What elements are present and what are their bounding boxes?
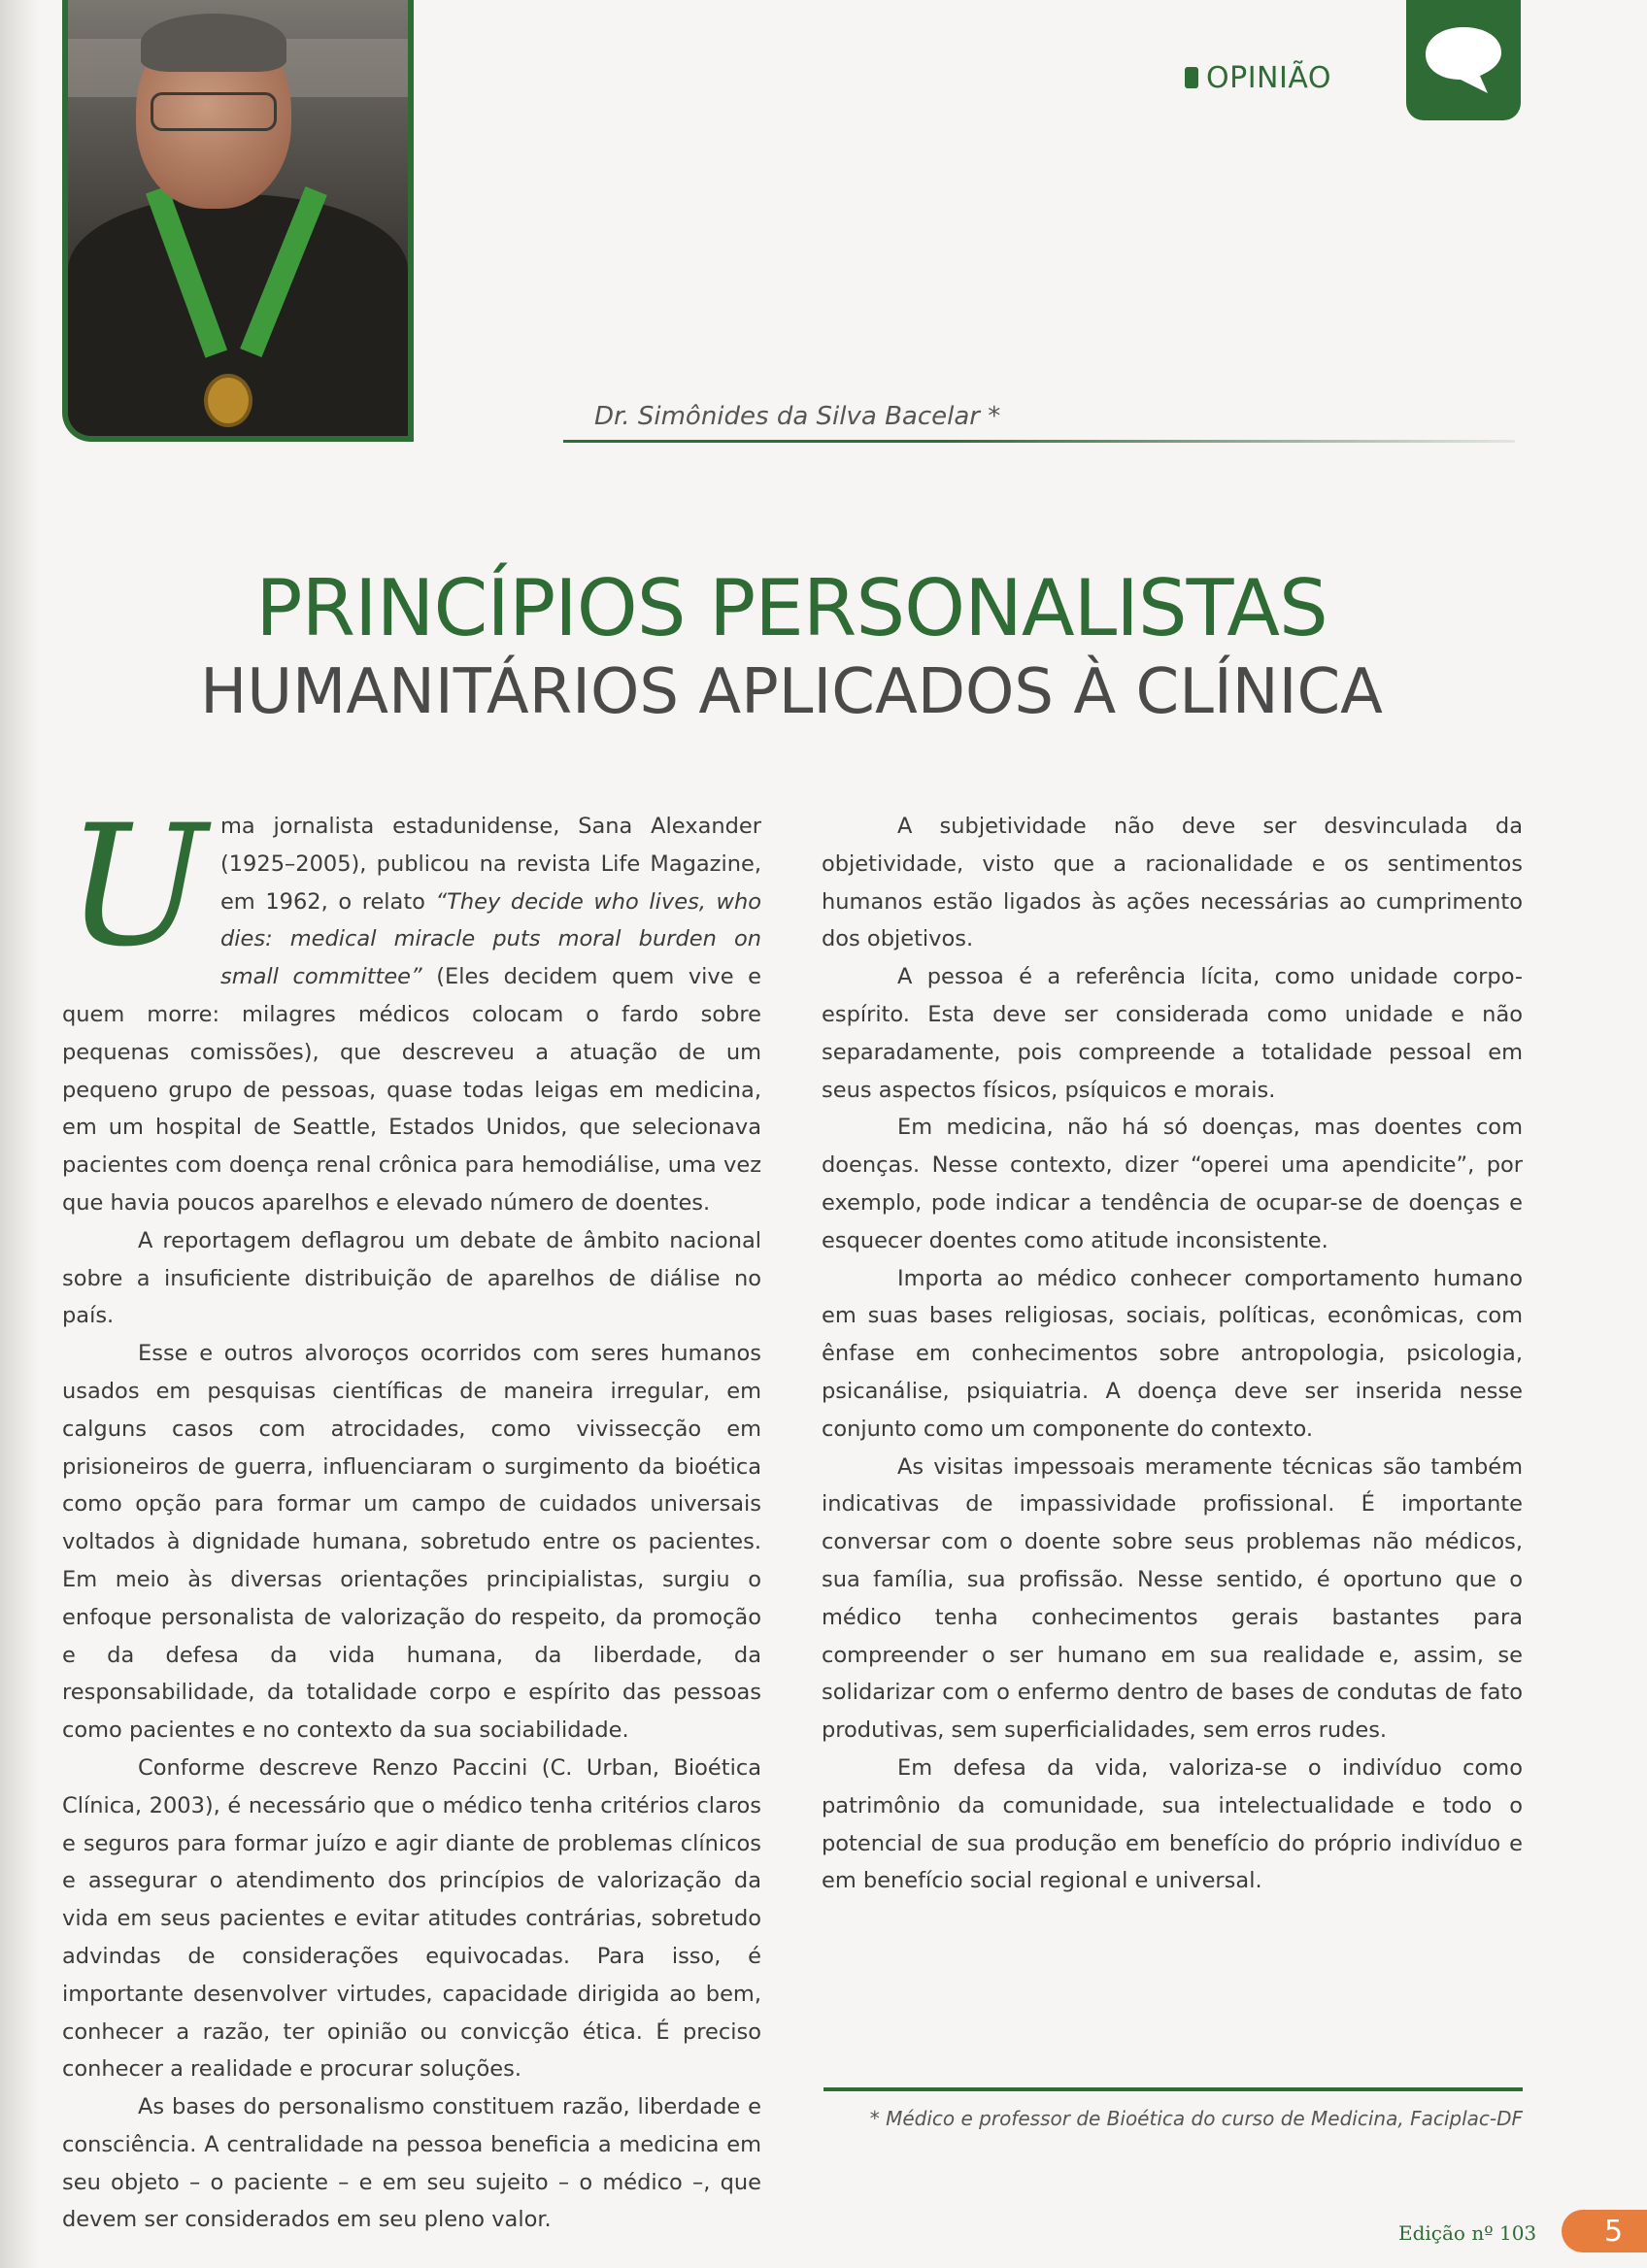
paragraph-text: (Eles decidem quem vive e quem morre: milagres médicos colocam o fardo sobre pequenas comissões), que descreveu a atuação de um pequeno grupo de pessoas, quase todas leigas em medicina, em um hospital de Seattle, Estados Unidos, que selecionava pacientes com doença renal crônica para hemodiálise, uma vez que havia poucos aparelhos e elevado número de doentes.: [62, 964, 762, 1216]
paragraph: Esse e outros alvoroços ocorridos com seres humanos usados em pesquisas científicas de maneira irregular, em calguns casos com atrocidades, como vivissecção em prisioneiros de guerra, influenciaram o surgimento da bioética como opção para formar um campo de cuidados universais voltados à dignidade humana, sobretudo entre os pacientes. Em meio às diversas orientações principialistas, surgiu o enfoque personalista de valorização do respeito, da promoção e da defesa da vida humana, da liberdade, da responsabilidade, da totalidade corpo e espírito das pessoas como pacientes e no contexto da sua sociabilidade.: [62, 1341, 761, 1744]
paragraph: A reportagem deflagrou um debate de âmbito nacional sobre a insuficiente distribuição de aparelhos de diálise no país.: [62, 1227, 761, 1329]
author-byline: Dr. Simônides da Silva Bacelar *: [594, 402, 1001, 431]
article-subtitle: HUMANITÁRIOS APLICADOS À CLÍNICA: [200, 656, 1383, 728]
article-title: PRINCÍPIOS PERSONALISTAS: [255, 563, 1328, 653]
right-column: [822, 808, 1523, 1900]
paragraph: Conforme descreve Renzo Paccini (C. Urban, Bioética Clínica, 2003), é necessário que o médico tenha critérios claros e seguros para formar juízo e agir diante de problemas clínicos e assegurar o atendimento dos princípios de valorização da vida em seus pacientes e evitar atitudes contrárias, sobretudo advindas de considerações equivocadas. Para isso, é importante desenvolver virtudes, capacidade dirigida ao bem, conhecer a razão, ter opinião ou convicção ética. É preciso conhecer a realidade e procurar soluções.: [62, 1754, 761, 2083]
paragraph: A pessoa é a referência lícita, como unidade corpo-espírito. Esta deve ser considerada como unidade e não separadamente, pois compreende a totalidade pessoal em seus aspectos físicos, psíquicos e morais.: [822, 964, 1523, 1103]
paragraph: Em medicina, não há só doenças, mas doentes com doenças. Nesse contexto, dizer “operei uma apendicite”, por exemplo, pode indicar a tendência de ocupar-se de doenças e esquecer doentes como atitude inconsistente.: [822, 1115, 1523, 1253]
paragraph: Em defesa da vida, valoriza-se o indivíduo como patrimônio da comunidade, sua intelectualidade e todo o potencial de sua produção em benefício do próprio indivíduo e em benefício social regional e universal.: [822, 1754, 1523, 1894]
author-photo: [62, 0, 414, 442]
paragraph: As bases do personalismo constituem razão, liberdade e consciência. A centralidade na pessoa beneficia a medicina em seu objeto – o paciente – e em seu sujeito – o médico –, que devem ser considerados em seu pleno valor.: [62, 2094, 761, 2233]
paragraph: [62, 788, 762, 1222]
paragraph-text: ma jornalista estadunidense, Sana Alexander (1925–2005), publicou na revista Life Magazine, em 1962, o relato: [219, 814, 761, 915]
paragraph: Importa ao médico conhecer comportamento humano em suas bases religiosas, sociais, políticas, econômicas, com ênfase em conhecimentos sobre antropologia, psicologia, psicanálise, psiquiatria. A doença deve ser inserida nesse conjunto como um componente do contexto.: [822, 1265, 1523, 1442]
page-number: 5: [1562, 2210, 1647, 2252]
left-column: [62, 788, 762, 2239]
section-tag: [1185, 58, 1331, 97]
footnote-divider: [824, 2087, 1523, 2091]
drop-cap: U: [66, 788, 207, 984]
footnote: * Médico e professor de Bioética do curso de Medicina, Faciplac-DF: [869, 2107, 1523, 2130]
page-gutter-shade: [0, 0, 39, 2268]
quoted-title: “They decide who lives, who dies: medical miracle puts moral burden on small committee”: [219, 888, 761, 990]
section-bullet-icon: [1185, 67, 1198, 88]
author-divider: [563, 440, 1515, 443]
edition-label: Edição nº 103: [1398, 2221, 1537, 2245]
paragraph: A subjetividade não deve ser desvinculada da objetividade, visto que a racionalidade e os sentimentos humanos estão ligados às ações necessárias ao cumprimento dos objetivos.: [822, 814, 1523, 952]
section-label: OPINIÃO: [1206, 60, 1331, 95]
paragraph: As visitas impessoais meramente técnicas são também indicativas de impassividade profissional. É importante conversar com o doente sobre seus problemas não médicos, sua família, sua profissão. Nesse sentido, é oportuno que o médico tenha conhecimentos gerais bastantes para compreender o ser humano em sua realidade e, assim, se solidarizar com o enfermo dentro de bases de condutas de fato produtivas, sem superficialidades, sem erros rudes.: [822, 1453, 1523, 1744]
speech-bubble-icon: [1406, 0, 1521, 120]
